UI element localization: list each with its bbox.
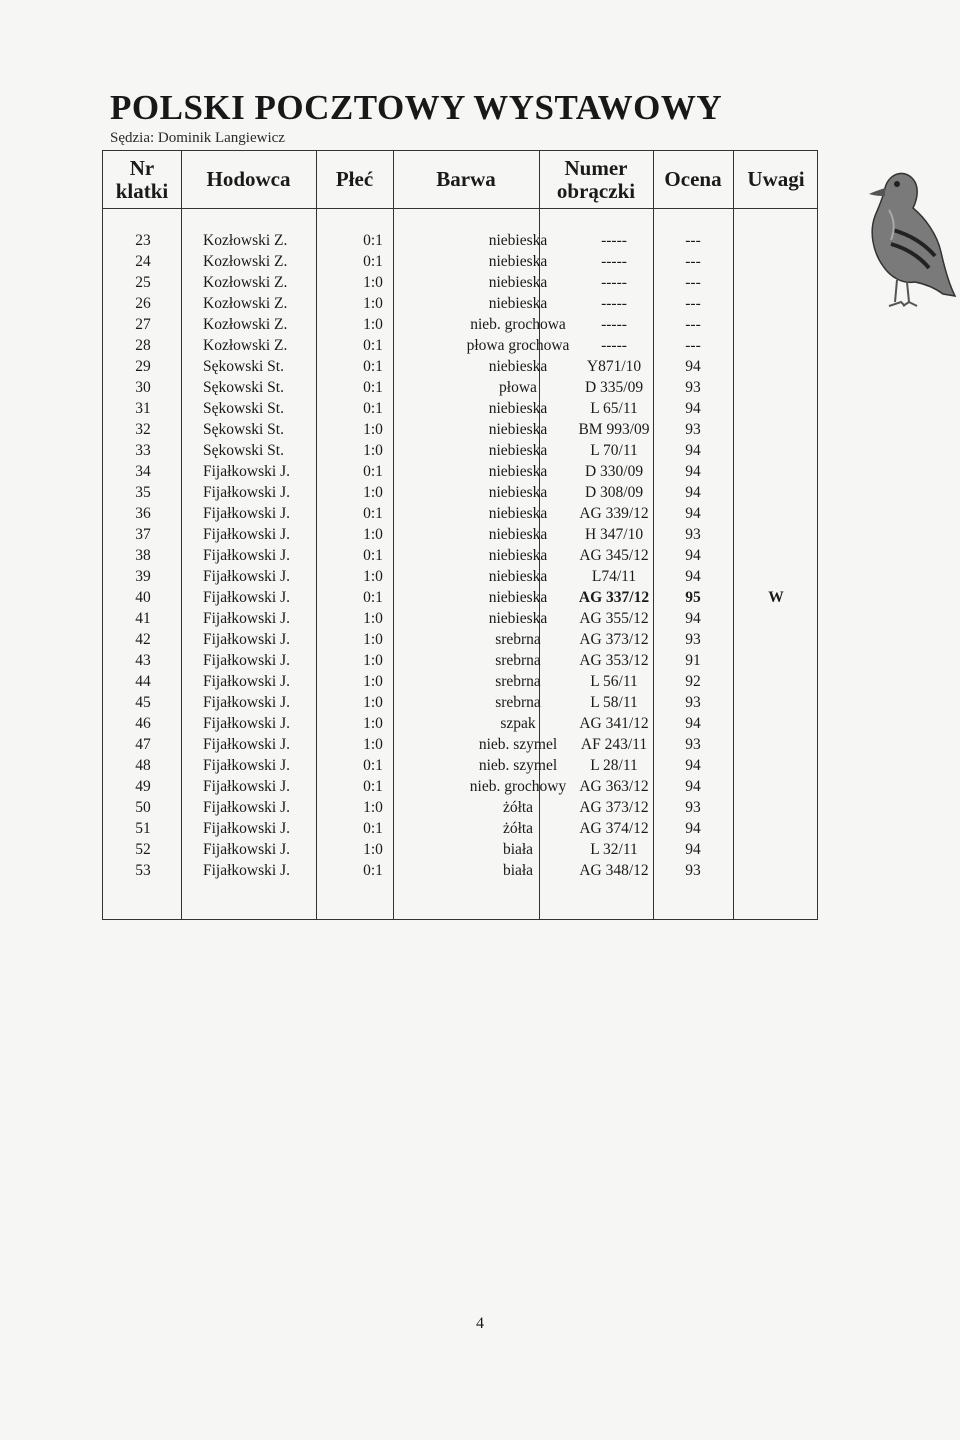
cell-cage-number: 33 bbox=[135, 442, 151, 459]
cell-score: 93 bbox=[685, 799, 701, 816]
table-row bbox=[103, 587, 817, 608]
cell-sex: 1:0 bbox=[363, 442, 383, 459]
cell-notes bbox=[733, 545, 819, 566]
table-row bbox=[103, 461, 817, 482]
cell-score: 94 bbox=[685, 358, 701, 375]
cell-notes bbox=[733, 818, 819, 839]
table-row bbox=[103, 251, 817, 272]
cell-sex: 0:1 bbox=[363, 589, 383, 606]
cell-cage-number: 27 bbox=[135, 316, 151, 333]
cell-sex: 1:0 bbox=[363, 484, 383, 501]
cell-cage-number: 49 bbox=[135, 778, 151, 795]
table-row bbox=[103, 839, 817, 860]
table-row bbox=[103, 272, 817, 293]
cell-score: 95 bbox=[685, 589, 701, 606]
cell-score: 94 bbox=[685, 547, 701, 564]
cell-cage-number: 42 bbox=[135, 631, 151, 648]
cell-cage-number: 28 bbox=[135, 337, 151, 354]
table-row bbox=[103, 734, 817, 755]
cell-ring-number: L 70/11 bbox=[590, 442, 638, 459]
table-row bbox=[103, 440, 817, 461]
header-nr: Nr klatki bbox=[115, 155, 169, 203]
page-number: 4 bbox=[476, 1315, 484, 1332]
cell-ring-number: AG 339/12 bbox=[579, 505, 649, 522]
cell-notes bbox=[733, 398, 819, 419]
cell-ring-number: ----- bbox=[601, 253, 627, 270]
cell-notes bbox=[733, 440, 819, 461]
cell-ring-number: D 335/09 bbox=[584, 379, 644, 396]
cell-score: 94 bbox=[685, 568, 701, 585]
cell-cage-number: 30 bbox=[135, 379, 151, 396]
cell-notes bbox=[733, 671, 819, 692]
table-row bbox=[103, 482, 817, 503]
cell-sex: 1:0 bbox=[363, 274, 383, 291]
cell-breeder: Fijałkowski J. bbox=[203, 631, 290, 648]
cell-notes bbox=[733, 860, 819, 881]
header-color: Barwa bbox=[436, 167, 496, 191]
table-row bbox=[103, 293, 817, 314]
cell-cage-number: 51 bbox=[135, 820, 151, 837]
cell-sex: 0:1 bbox=[363, 820, 383, 837]
cell-sex: 0:1 bbox=[363, 358, 383, 375]
table-row bbox=[103, 818, 817, 839]
cell-color: niebieska bbox=[488, 568, 548, 585]
cell-notes bbox=[733, 356, 819, 377]
cell-ring-number: AG 355/12 bbox=[579, 610, 649, 627]
cell-breeder: Fijałkowski J. bbox=[203, 715, 290, 732]
table-row bbox=[103, 713, 817, 734]
cell-score: 94 bbox=[685, 463, 701, 480]
cell-breeder: Fijałkowski J. bbox=[203, 841, 290, 858]
cell-color: niebieska bbox=[488, 463, 548, 480]
cell-ring-number: L 65/11 bbox=[590, 400, 638, 417]
cell-color: niebieska bbox=[488, 253, 548, 270]
cell-sex: 1:0 bbox=[363, 421, 383, 438]
cell-score: 94 bbox=[685, 715, 701, 732]
cell-ring-number: L 28/11 bbox=[590, 757, 638, 774]
cell-breeder: Kozłowski Z. bbox=[203, 232, 288, 249]
cell-score: 93 bbox=[685, 526, 701, 543]
cell-ring-number: ----- bbox=[601, 295, 627, 312]
cell-cage-number: 25 bbox=[135, 274, 151, 291]
cell-sex: 0:1 bbox=[363, 778, 383, 795]
cell-sex: 0:1 bbox=[363, 547, 383, 564]
cell-score: 94 bbox=[685, 820, 701, 837]
cell-breeder: Fijałkowski J. bbox=[203, 589, 290, 606]
cell-cage-number: 35 bbox=[135, 484, 151, 501]
table-row bbox=[103, 335, 817, 356]
cell-ring-number: AG 374/12 bbox=[579, 820, 649, 837]
cell-color: nieb. szymel bbox=[478, 736, 558, 753]
cell-color: niebieska bbox=[488, 484, 548, 501]
cell-color: biała bbox=[502, 862, 534, 879]
cell-notes bbox=[733, 713, 819, 734]
cell-breeder: Fijałkowski J. bbox=[203, 610, 290, 627]
cell-notes bbox=[733, 314, 819, 335]
cell-cage-number: 38 bbox=[135, 547, 151, 564]
header-breeder: Hodowca bbox=[206, 167, 291, 191]
cell-breeder: Fijałkowski J. bbox=[203, 568, 290, 585]
cell-notes bbox=[733, 335, 819, 356]
cell-color: niebieska bbox=[488, 295, 548, 312]
cell-cage-number: 52 bbox=[135, 841, 151, 858]
pigeon-icon bbox=[845, 160, 957, 320]
header-divider bbox=[103, 208, 817, 209]
cell-notes bbox=[733, 608, 819, 629]
cell-ring-number: Y871/10 bbox=[586, 358, 642, 375]
cell-ring-number: ----- bbox=[601, 316, 627, 333]
cell-color: niebieska bbox=[488, 400, 548, 417]
cell-color: niebieska bbox=[488, 547, 548, 564]
judge-line: Sędzia: Dominik Langiewicz bbox=[110, 130, 285, 146]
cell-breeder: Fijałkowski J. bbox=[203, 505, 290, 522]
cell-color: płowa bbox=[499, 379, 537, 396]
cell-breeder: Fijałkowski J. bbox=[203, 484, 290, 501]
table-row bbox=[103, 503, 817, 524]
cell-notes bbox=[733, 272, 819, 293]
table-row bbox=[103, 671, 817, 692]
cell-sex: 0:1 bbox=[363, 400, 383, 417]
cell-breeder: Sękowski St. bbox=[203, 358, 284, 375]
cell-ring-number: L 58/11 bbox=[590, 694, 638, 711]
cell-ring-number: D 308/09 bbox=[584, 484, 644, 501]
table-row bbox=[103, 314, 817, 335]
table-row bbox=[103, 608, 817, 629]
cell-ring-number: L74/11 bbox=[591, 568, 637, 585]
cell-score: 94 bbox=[685, 757, 701, 774]
cell-cage-number: 41 bbox=[135, 610, 151, 627]
cell-notes bbox=[733, 734, 819, 755]
cell-sex: 0:1 bbox=[363, 862, 383, 879]
cell-sex: 1:0 bbox=[363, 316, 383, 333]
cell-notes: W bbox=[768, 589, 784, 606]
cell-ring-number: D 330/09 bbox=[584, 463, 644, 480]
cell-score: 93 bbox=[685, 631, 701, 648]
table-row bbox=[103, 524, 817, 545]
cell-breeder: Fijałkowski J. bbox=[203, 526, 290, 543]
cell-score: --- bbox=[685, 295, 701, 312]
cell-sex: 1:0 bbox=[363, 736, 383, 753]
cell-score: 94 bbox=[685, 778, 701, 795]
cell-cage-number: 34 bbox=[135, 463, 151, 480]
cell-cage-number: 45 bbox=[135, 694, 151, 711]
table-row bbox=[103, 755, 817, 776]
cell-cage-number: 53 bbox=[135, 862, 151, 879]
cell-breeder: Sękowski St. bbox=[203, 442, 284, 459]
cell-color: srebrna bbox=[495, 652, 541, 669]
cell-sex: 1:0 bbox=[363, 610, 383, 627]
cell-notes bbox=[733, 650, 819, 671]
cell-sex: 1:0 bbox=[363, 631, 383, 648]
cell-sex: 0:1 bbox=[363, 253, 383, 270]
cell-cage-number: 47 bbox=[135, 736, 151, 753]
cell-notes bbox=[733, 566, 819, 587]
table-row bbox=[103, 566, 817, 587]
header-score: Ocena bbox=[664, 167, 722, 191]
cell-score: --- bbox=[685, 232, 701, 249]
cell-sex: 1:0 bbox=[363, 799, 383, 816]
cell-sex: 1:0 bbox=[363, 715, 383, 732]
cell-score: 94 bbox=[685, 484, 701, 501]
cell-color: niebieska bbox=[488, 589, 548, 606]
cell-breeder: Sękowski St. bbox=[203, 400, 284, 417]
cell-ring-number: AG 337/12 bbox=[578, 589, 650, 606]
cell-sex: 0:1 bbox=[363, 463, 383, 480]
table-row bbox=[103, 860, 817, 881]
cell-breeder: Sękowski St. bbox=[203, 421, 284, 438]
cell-breeder: Kozłowski Z. bbox=[203, 253, 288, 270]
cell-sex: 1:0 bbox=[363, 295, 383, 312]
cell-cage-number: 44 bbox=[135, 673, 151, 690]
cell-notes bbox=[733, 251, 819, 272]
cell-notes bbox=[733, 692, 819, 713]
cell-breeder: Fijałkowski J. bbox=[203, 757, 290, 774]
header-ring: Numer obrączki bbox=[556, 155, 636, 203]
cell-sex: 1:0 bbox=[363, 841, 383, 858]
cell-score: 93 bbox=[685, 421, 701, 438]
cell-color: biała bbox=[502, 841, 534, 858]
cell-cage-number: 48 bbox=[135, 757, 151, 774]
cell-score: 94 bbox=[685, 505, 701, 522]
cell-color: niebieska bbox=[488, 274, 548, 291]
cell-notes bbox=[733, 755, 819, 776]
cell-color: niebieska bbox=[488, 421, 548, 438]
cell-breeder: Fijałkowski J. bbox=[203, 736, 290, 753]
cell-color: nieb. grochowa bbox=[470, 316, 566, 333]
table-row bbox=[103, 230, 817, 251]
header-sex: Płeć bbox=[335, 167, 374, 191]
table-row bbox=[103, 776, 817, 797]
cell-breeder: Kozłowski Z. bbox=[203, 274, 288, 291]
cell-color: żółta bbox=[502, 820, 534, 837]
cell-breeder: Fijałkowski J. bbox=[203, 799, 290, 816]
cell-cage-number: 37 bbox=[135, 526, 151, 543]
cell-ring-number: BM 993/09 bbox=[578, 421, 650, 438]
cell-notes bbox=[733, 293, 819, 314]
cell-score: --- bbox=[685, 253, 701, 270]
cell-breeder: Kozłowski Z. bbox=[203, 337, 288, 354]
cell-cage-number: 36 bbox=[135, 505, 151, 522]
cell-score: 93 bbox=[685, 694, 701, 711]
cell-ring-number: AG 363/12 bbox=[579, 778, 649, 795]
cell-color: niebieska bbox=[488, 610, 548, 627]
cell-sex: 1:0 bbox=[363, 673, 383, 690]
cell-cage-number: 24 bbox=[135, 253, 151, 270]
cell-sex: 0:1 bbox=[363, 337, 383, 354]
cell-color: niebieska bbox=[488, 232, 548, 249]
cell-breeder: Fijałkowski J. bbox=[203, 463, 290, 480]
cell-notes bbox=[733, 377, 819, 398]
table-row bbox=[103, 545, 817, 566]
cell-breeder: Fijałkowski J. bbox=[203, 778, 290, 795]
cell-breeder: Fijałkowski J. bbox=[203, 673, 290, 690]
cell-ring-number: AG 353/12 bbox=[579, 652, 649, 669]
cell-cage-number: 40 bbox=[135, 589, 151, 606]
cell-color: niebieska bbox=[488, 505, 548, 522]
cell-breeder: Fijałkowski J. bbox=[203, 547, 290, 564]
table-row bbox=[103, 692, 817, 713]
cell-sex: 1:0 bbox=[363, 694, 383, 711]
cell-color: nieb. szymel bbox=[478, 757, 558, 774]
cell-notes bbox=[733, 503, 819, 524]
cell-breeder: Kozłowski Z. bbox=[203, 295, 288, 312]
table-row bbox=[103, 377, 817, 398]
results-table bbox=[102, 150, 818, 920]
cell-breeder: Sękowski St. bbox=[203, 379, 284, 396]
cell-color: żółta bbox=[502, 799, 534, 816]
cell-color: szpak bbox=[500, 715, 536, 732]
cell-breeder: Fijałkowski J. bbox=[203, 820, 290, 837]
cell-sex: 1:0 bbox=[363, 652, 383, 669]
cell-ring-number: AG 341/12 bbox=[579, 715, 649, 732]
cell-score: 92 bbox=[685, 673, 701, 690]
cell-score: 91 bbox=[685, 652, 701, 669]
cell-color: płowa grochowa bbox=[466, 337, 570, 354]
cell-sex: 0:1 bbox=[363, 757, 383, 774]
cell-notes bbox=[733, 776, 819, 797]
cell-sex: 0:1 bbox=[363, 379, 383, 396]
cell-cage-number: 29 bbox=[135, 358, 151, 375]
header-notes: Uwagi bbox=[747, 167, 805, 191]
cell-ring-number: AG 348/12 bbox=[579, 862, 649, 879]
cell-score: 94 bbox=[685, 610, 701, 627]
cell-color: niebieska bbox=[488, 526, 548, 543]
cell-color: srebrna bbox=[495, 673, 541, 690]
cell-ring-number: ----- bbox=[601, 337, 627, 354]
table-row bbox=[103, 629, 817, 650]
cell-score: 93 bbox=[685, 862, 701, 879]
cell-ring-number: ----- bbox=[601, 232, 627, 249]
cell-notes bbox=[733, 461, 819, 482]
cell-sex: 0:1 bbox=[363, 232, 383, 249]
cell-sex: 1:0 bbox=[363, 568, 383, 585]
cell-breeder: Fijałkowski J. bbox=[203, 862, 290, 879]
cell-notes bbox=[733, 797, 819, 818]
cell-ring-number: H 347/10 bbox=[584, 526, 644, 543]
table-row bbox=[103, 650, 817, 671]
cell-color: srebrna bbox=[495, 694, 541, 711]
cell-notes bbox=[733, 629, 819, 650]
cell-ring-number: AG 373/12 bbox=[579, 799, 649, 816]
cell-ring-number: ----- bbox=[601, 274, 627, 291]
cell-cage-number: 46 bbox=[135, 715, 151, 732]
cell-score: --- bbox=[685, 274, 701, 291]
cell-sex: 0:1 bbox=[363, 505, 383, 522]
cell-ring-number: L 56/11 bbox=[590, 673, 638, 690]
cell-breeder: Fijałkowski J. bbox=[203, 694, 290, 711]
cell-score: --- bbox=[685, 316, 701, 333]
table-body bbox=[103, 230, 817, 881]
cell-cage-number: 31 bbox=[135, 400, 151, 417]
cell-color: niebieska bbox=[488, 442, 548, 459]
cell-breeder: Fijałkowski J. bbox=[203, 652, 290, 669]
table-row bbox=[103, 797, 817, 818]
cell-notes bbox=[733, 419, 819, 440]
cell-color: srebrna bbox=[495, 631, 541, 648]
cell-ring-number: AG 373/12 bbox=[579, 631, 649, 648]
cell-score: 94 bbox=[685, 442, 701, 459]
cell-cage-number: 32 bbox=[135, 421, 151, 438]
cell-score: --- bbox=[685, 337, 701, 354]
cell-notes bbox=[733, 524, 819, 545]
cell-cage-number: 50 bbox=[135, 799, 151, 816]
cell-ring-number: L 32/11 bbox=[590, 841, 638, 858]
cell-color: niebieska bbox=[488, 358, 548, 375]
cell-score: 94 bbox=[685, 841, 701, 858]
cell-cage-number: 39 bbox=[135, 568, 151, 585]
cell-ring-number: AF 243/11 bbox=[580, 736, 648, 753]
cell-sex: 1:0 bbox=[363, 526, 383, 543]
cell-breeder: Kozłowski Z. bbox=[203, 316, 288, 333]
cell-cage-number: 43 bbox=[135, 652, 151, 669]
cell-score: 93 bbox=[685, 379, 701, 396]
table-row bbox=[103, 398, 817, 419]
cell-cage-number: 26 bbox=[135, 295, 151, 312]
cell-notes bbox=[733, 482, 819, 503]
table-row bbox=[103, 356, 817, 377]
table-row bbox=[103, 419, 817, 440]
cell-cage-number: 23 bbox=[135, 232, 151, 249]
cell-score: 94 bbox=[685, 400, 701, 417]
cell-notes bbox=[733, 839, 819, 860]
cell-score: 93 bbox=[685, 736, 701, 753]
cell-color: nieb. grochowy bbox=[469, 778, 567, 795]
cell-notes bbox=[733, 230, 819, 251]
cell-ring-number: AG 345/12 bbox=[579, 547, 649, 564]
page-title: POLSKI POCZTOWY WYSTAWOWY bbox=[110, 88, 723, 127]
